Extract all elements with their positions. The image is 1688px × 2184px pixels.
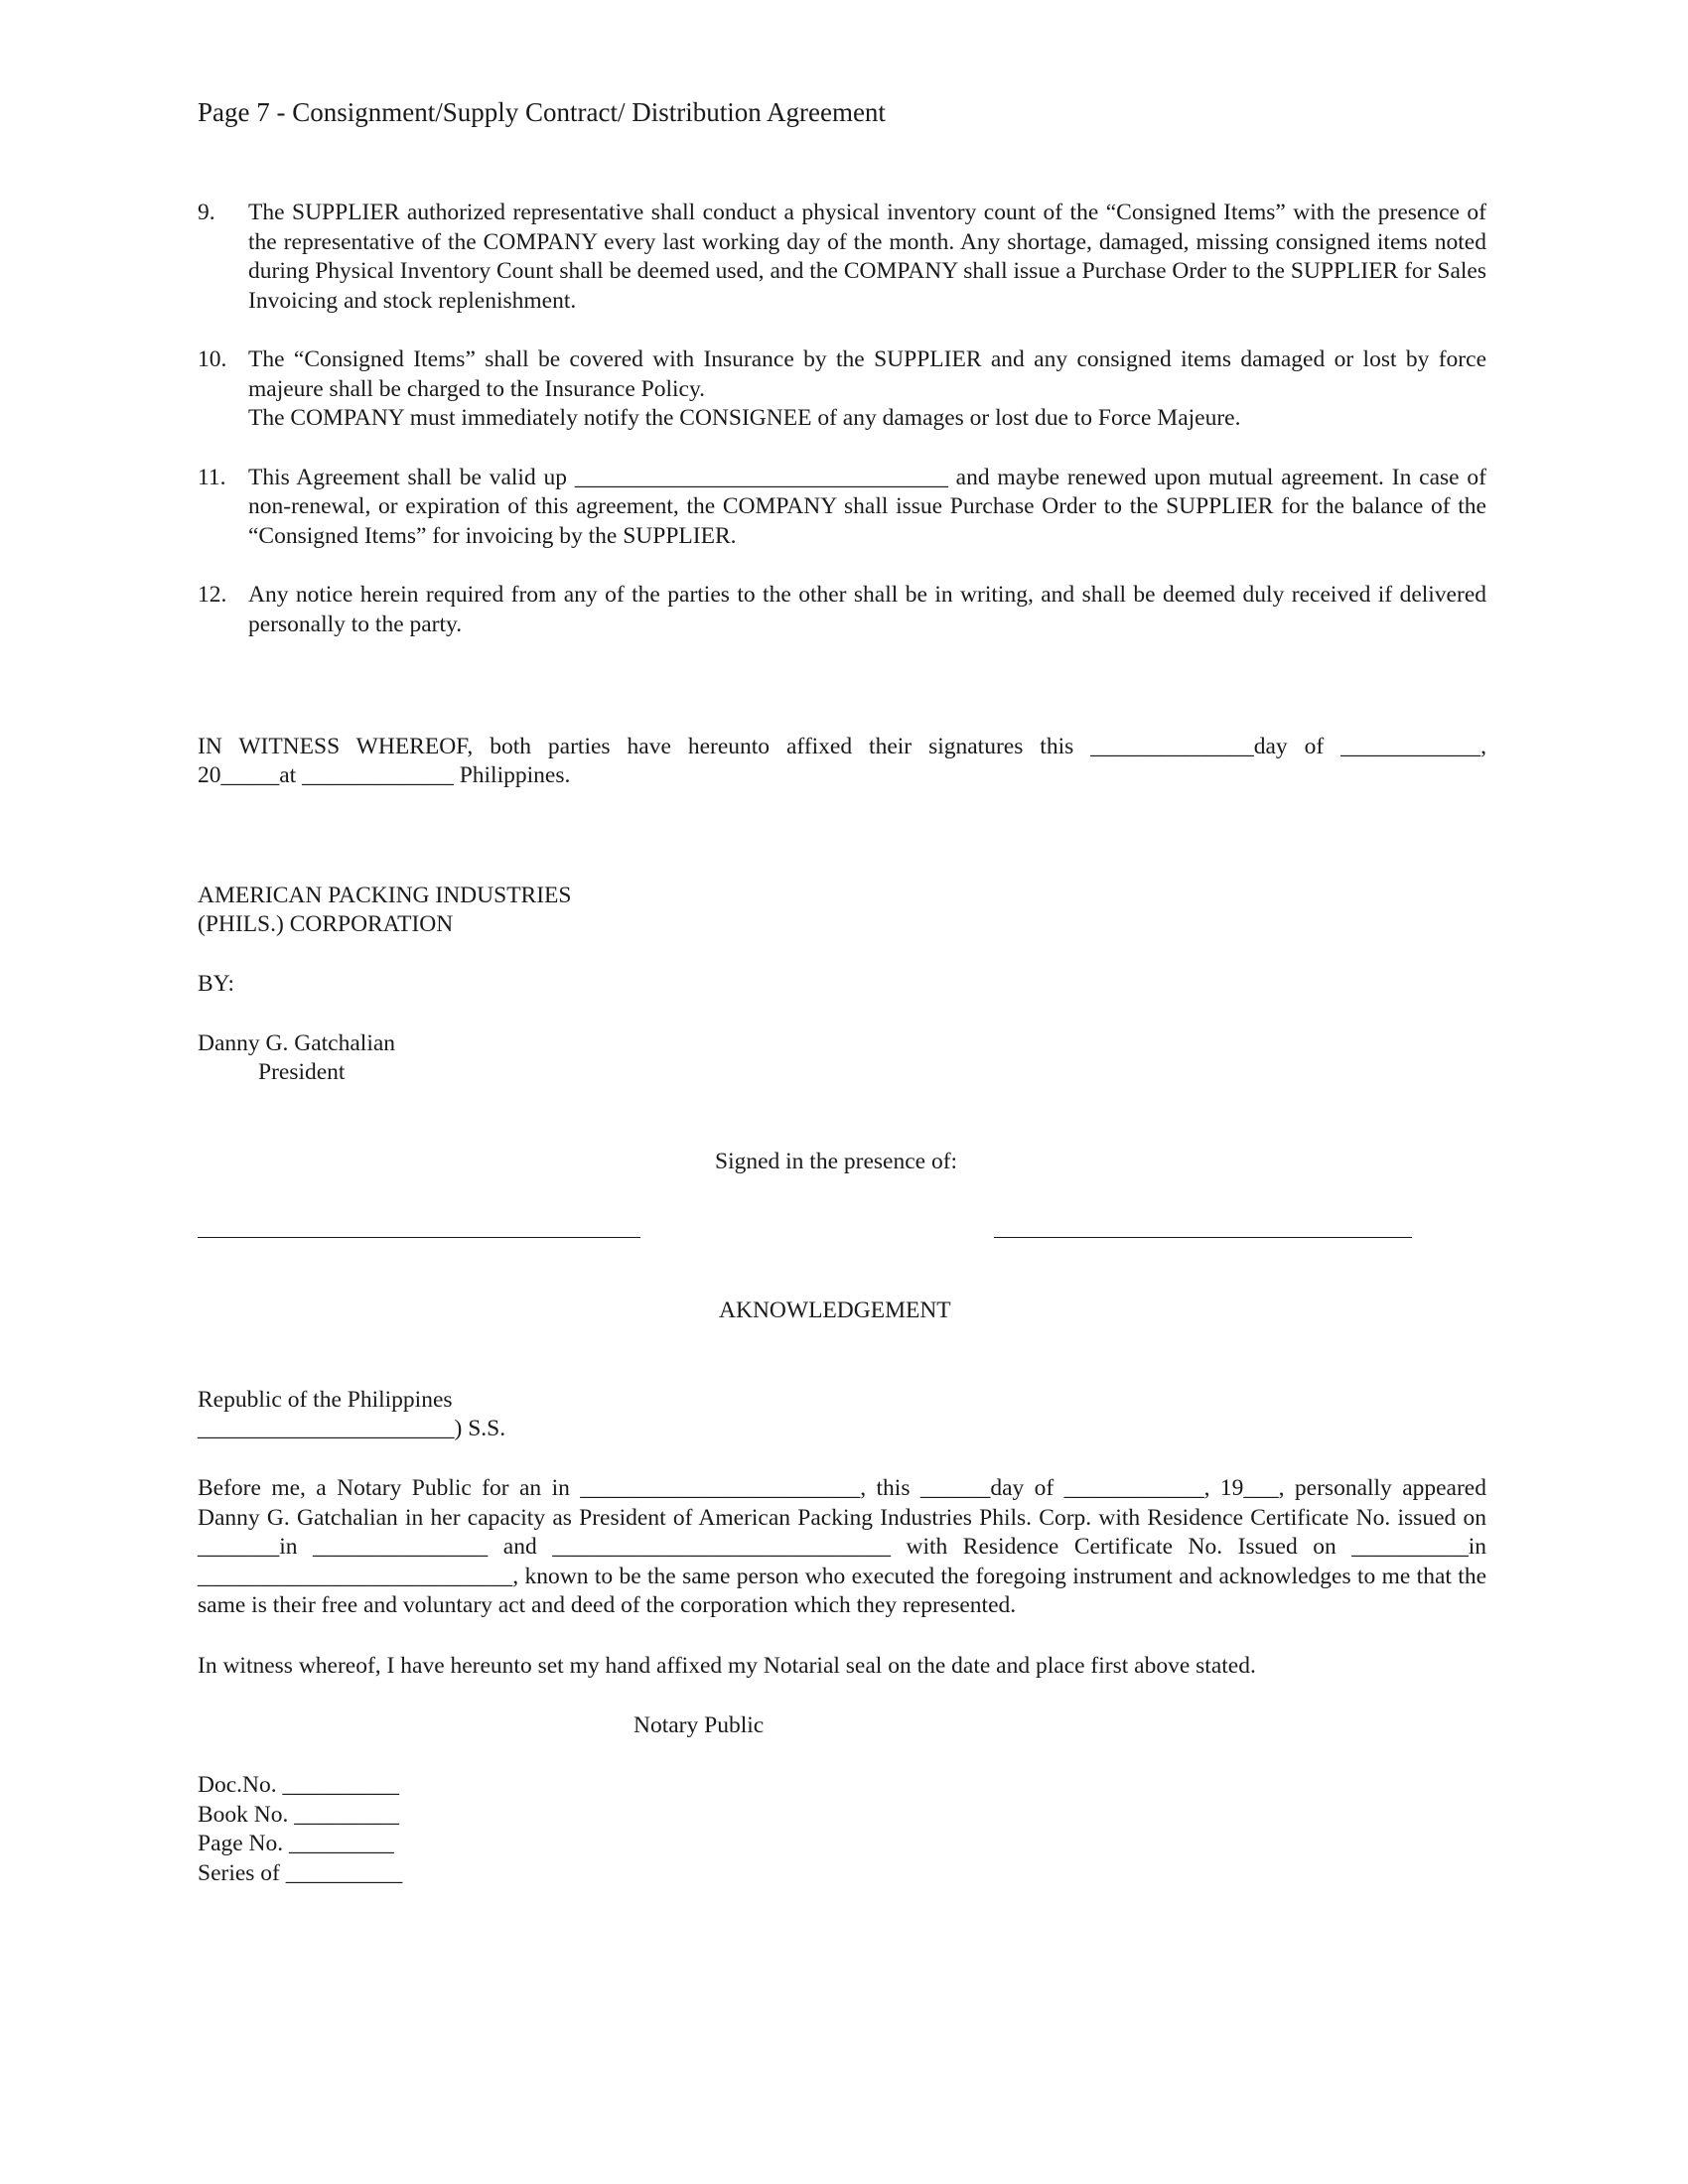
clause-12 — [198, 581, 1486, 639]
witness-signature-line-right — [994, 1237, 1412, 1238]
notary-public-label: Notary Public — [633, 1712, 765, 1738]
acknowledgement-heading: AKNOWLEDGEMENT — [719, 1297, 951, 1323]
witness-clause-line1: IN WITNESS WHEREOF, both parties have hereunto affixed their signatures this ______________day of ____________, — [198, 734, 1486, 759]
company-name-line2: (PHILS.) CORPORATION — [198, 911, 454, 937]
clause-number: 9. — [198, 200, 215, 225]
page-number-field: Page No. _________ — [198, 1831, 394, 1856]
clause-number: 10. — [198, 346, 227, 372]
doc-number-field: Doc.No. __________ — [198, 1772, 399, 1798]
notarial-register — [198, 1771, 402, 1888]
book-number-field: Book No. _________ — [198, 1801, 400, 1828]
clause-list — [198, 199, 1486, 669]
series-field: Series of __________ — [198, 1859, 403, 1886]
clause-text: The “Consigned Items” shall be covered with Insurance by the SUPPLIER and any consigned items damaged or lost by force majeure shall be charged to the Insurance Policy. — [248, 346, 1486, 402]
witness-clause-line2: 20_____at _____________ Philippines. — [198, 762, 571, 788]
by-label: BY: — [198, 971, 235, 997]
clause-11 — [198, 464, 1486, 552]
venue-line2: ______________________) S.S. — [198, 1416, 506, 1441]
clause-text: This Agreement shall be valid up ________________________________ and maybe renewed upon mutual agreement. In case of non-renewal, or expiration of this agreement, the COMPANY shall issue Purchase Order to the SUPPLIER for the balance of the “Consigned Items” for invoicing by the SUPPLIER. — [248, 464, 1486, 549]
clause-number: 11. — [198, 464, 226, 490]
page-header: Page 7 - Consignment/Supply Contract/ Distribution Agreement — [198, 97, 886, 127]
venue-line1: Republic of the Philippines — [198, 1387, 453, 1413]
signatory-title: President — [258, 1059, 346, 1085]
clause-10 — [198, 345, 1486, 434]
clause-text-continued: The COMPANY must immediately notify the CONSIGNEE of any damages or lost due to Force Majeure. — [248, 405, 1241, 431]
acknowledgement-closing: In witness whereof, I have hereunto set my hand affixed my Notarial seal on the date and place first above stated. — [198, 1653, 1256, 1679]
presence-label: Signed in the presence of: — [715, 1149, 958, 1174]
clause-9 — [198, 199, 1486, 316]
acknowledgement-body: Before me, a Notary Public for an in ________________________, this ______day of ____________, 19___, personally appeared Danny G. Gatchalian in her capacity as President of American Packing Industries Phils. Corp. with Residence Certificate No. issued on _______in _______________ and _____________________________ with Residence Certificate No. Issued on __________in ___________________________, known to be the same person who executed the foregoing instrument and acknowledges to me that the same is their free and voluntary act and deed of the corporation which they represented. — [198, 1475, 1486, 1618]
witness-signature-line-left — [198, 1237, 640, 1238]
clause-text: Any notice herein required from any of the parties to the other shall be in writing, and shall be deemed duly received if delivered personally to the party. — [248, 582, 1486, 637]
company-name-line1: AMERICAN PACKING INDUSTRIES — [198, 883, 572, 908]
clause-text: The SUPPLIER authorized representative shall conduct a physical inventory count of the “Consigned Items” with the presence of the representative of the COMPANY every last working day of the month. Any shortage, damaged, missing consigned items noted during Physical Inventory Count shall be deemed used, and the COMPANY shall issue a Purchase Order to the SUPPLIER for Sales Invoicing and stock replenishment. — [248, 200, 1486, 314]
signatory-name: Danny G. Gatchalian — [198, 1030, 396, 1056]
clause-number: 12. — [198, 582, 227, 608]
